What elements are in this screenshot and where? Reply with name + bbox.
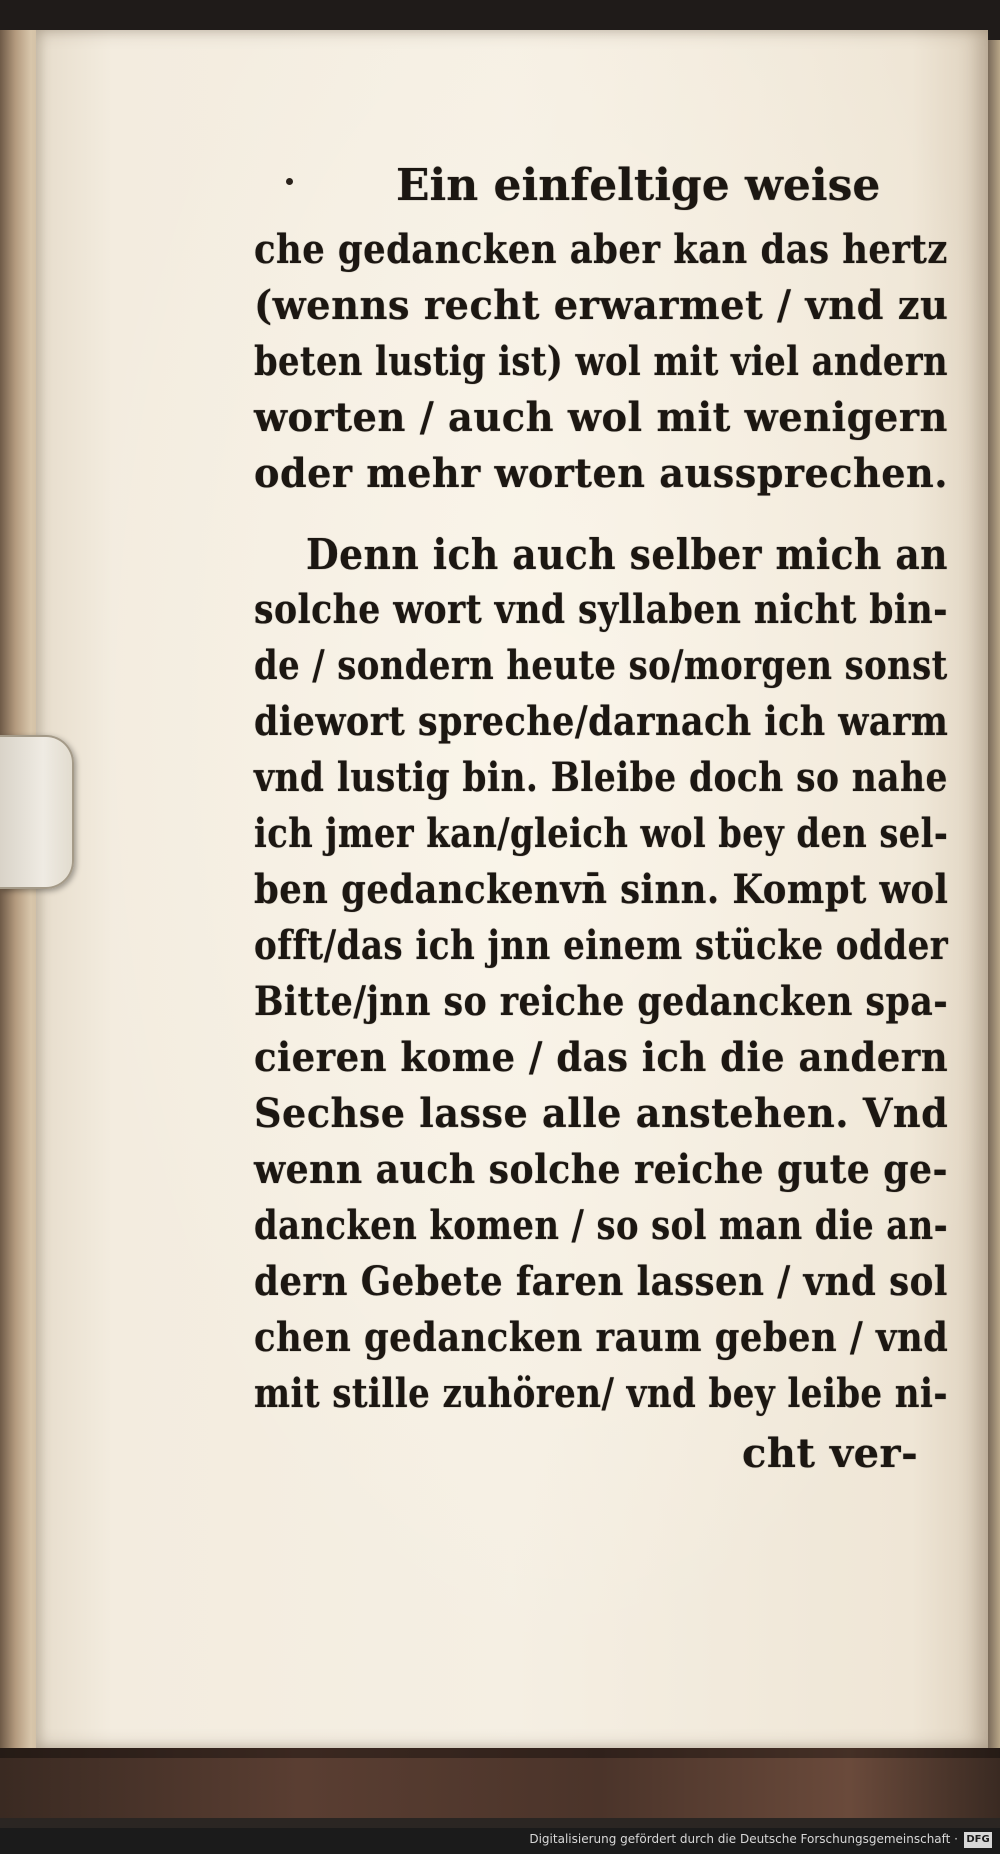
text-line: che gedancken aber kan das hertz	[254, 226, 948, 273]
text-line: dancken komen / so sol man die an-	[254, 1202, 949, 1249]
ink-dot-mark	[286, 178, 293, 185]
text-line: (wenns recht erwarmet / vnd zu	[254, 282, 949, 329]
text-line: Denn ich auch selber mich an	[306, 530, 949, 579]
text-line: ich jmer kan/gleich wol bey den sel-	[254, 810, 949, 857]
text-line: solche wort vnd syllaben nicht bin-	[254, 586, 948, 633]
catchword: cht ver-	[742, 1430, 919, 1477]
text-line: cieren kome / das ich die andern	[254, 1034, 949, 1081]
book-page	[36, 30, 988, 1748]
text-line: worten / auch wol mit wenigern	[254, 394, 948, 441]
text-line: mit stille zuhören/ vnd bey leibe ni-	[254, 1370, 948, 1417]
text-line: vnd lustig bin. Bleibe doch so nahe	[254, 754, 948, 801]
scan-footer	[0, 1828, 1000, 1854]
book-cover-edge	[0, 1748, 1000, 1818]
text-line: offt/das ich jnn einem stücke odder	[254, 922, 949, 969]
text-line: Bitte/jnn so reiche gedancken spa-	[254, 978, 949, 1025]
paper-bookmark-tab	[0, 735, 74, 889]
text-line: diewort spreche/darnach ich warm	[254, 698, 949, 745]
text-line: dern Gebete faren lassen / vnd sol	[254, 1258, 948, 1305]
running-head: Ein einfeltige weise	[396, 160, 881, 211]
text-line: de / sondern heute so/morgen sonst	[254, 642, 948, 689]
funding-credit: Digitalisierung gefördert durch die Deutsche Forschungsgemeinschaft ·	[529, 1832, 958, 1846]
text-line: oder mehr worten aussprechen.	[254, 450, 948, 497]
page-text	[36, 30, 988, 1748]
text-line: Sechse lasse alle anstehen. Vnd	[254, 1090, 949, 1137]
text-line: beten lustig ist) wol mit viel andern	[254, 338, 949, 385]
text-line: chen gedancken raum geben / vnd	[254, 1314, 949, 1361]
text-line: wenn auch solche reiche gute ge-	[254, 1146, 948, 1193]
text-line: ben gedanckenvn̄ sinn. Kompt wol	[254, 866, 949, 913]
dfg-logo: DFG	[964, 1832, 992, 1848]
